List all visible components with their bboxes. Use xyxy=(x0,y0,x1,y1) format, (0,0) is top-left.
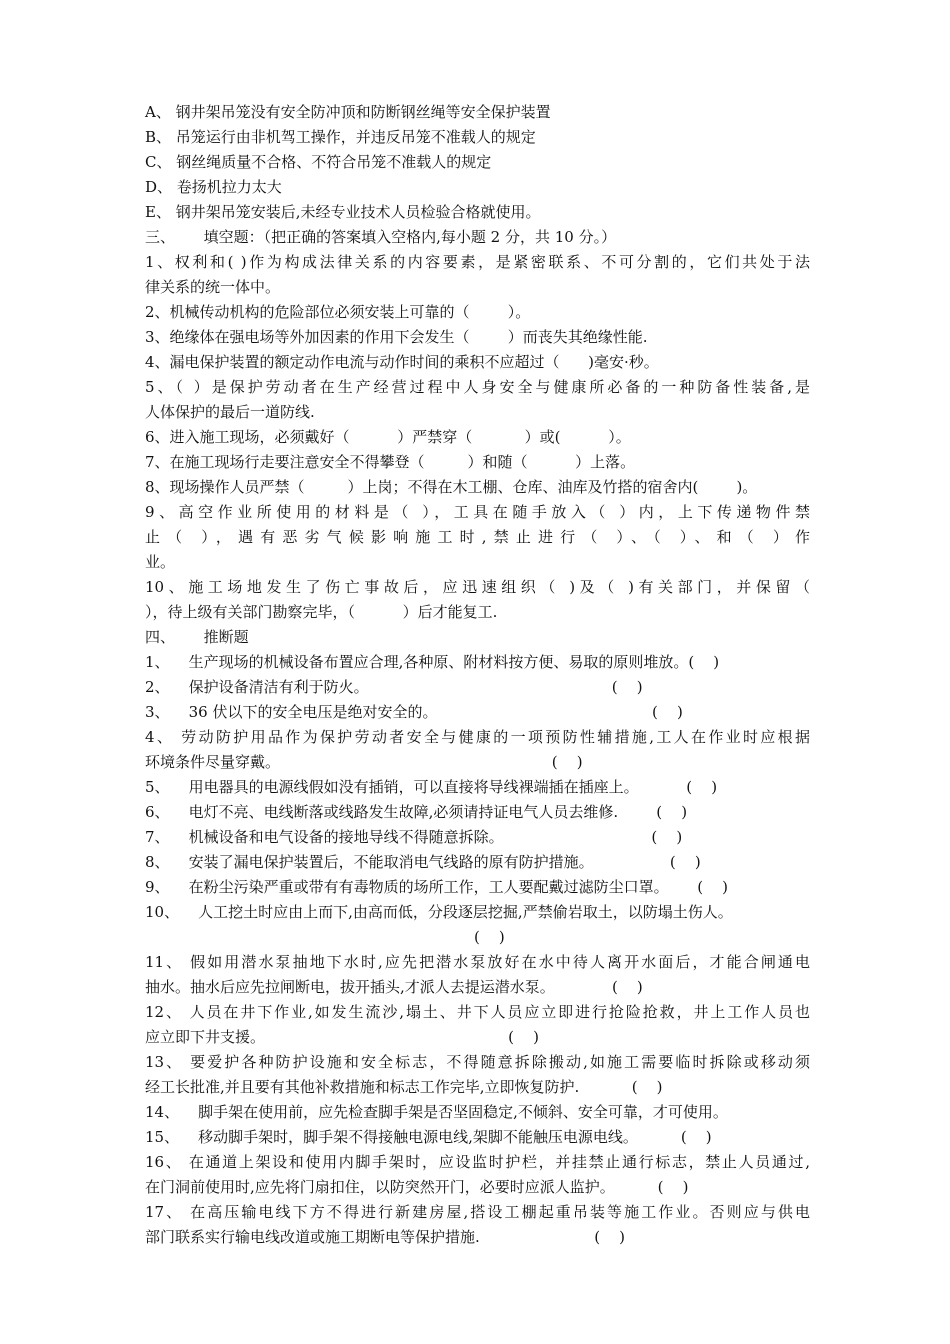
text-line: 10、施工场地发生了伤亡事故后，应迅速组织（ )及（ )有关部门，并保留（ xyxy=(145,578,810,596)
text-line: 1、 生产现场的机械设备布置应合理,各种原、附材料按方便、易取的原则堆放。( ) xyxy=(145,653,720,671)
text-line: 环境条件尽量穿戴。 ( ) xyxy=(145,753,583,771)
text-line: 人体保护的最后一道防线. xyxy=(145,403,315,421)
text-line: C、 钢丝绳质量不合格、不符合吊笼不准载人的规定 xyxy=(145,153,492,171)
text-line: 6、 电灯不亮、电线断落或线路发生故障,必须请持证电气人员去维修. ( ) xyxy=(145,803,688,821)
text-line: 四、 推断题 xyxy=(145,628,249,646)
text-line: 2、机械传动机构的危险部位必须安装上可靠的（ ）。 xyxy=(145,303,531,321)
text-line: 9、高空作业所使用的材料是（ ），工具在随手放入（ ）内，上下传递物件禁 xyxy=(145,503,810,521)
text-line: 2、 保护设备清洁有利于防火。 ( ) xyxy=(145,678,643,696)
text-line: 三、 填空题：（把正确的答案填入空格内,每小题 2 分，共 10 分。） xyxy=(145,228,617,246)
text-line: 16、 在通道上架设和使用内脚手架时，应设监时护栏，并挂禁止通行标志，禁止人员通过, xyxy=(145,1153,810,1171)
text-line: 13、 要爱护各种防护设施和安全标志，不得随意拆除搬动,如施工需要临时拆除或移动须 xyxy=(145,1053,810,1071)
text-line: 10、 人工挖土时应由上而下,由高而低，分段逐层挖掘,严禁偷岩取土，以防塌土伤人。 xyxy=(145,903,733,921)
text-line: 7、 机械设备和电气设备的接地导线不得随意拆除。 ( ) xyxy=(145,828,683,846)
text-line: 9、 在粉尘污染严重或带有有毒物质的场所工作，工人要配戴过滤防尘口罩。 ( ) xyxy=(145,878,729,896)
text-line: 经工长批准,并且要有其他补救措施和标志工作完毕,立即恢复防护. ( ) xyxy=(145,1078,663,1096)
text-line: 止（ ），遇有恶劣气候影响施工时,禁止进行（ ）、（ ）、和（ ）作 xyxy=(145,528,810,546)
text-line: E、 钢井架吊笼安装后,未经专业技术人员检验合格就使用。 xyxy=(145,203,541,221)
text-line: B、 吊笼运行由非机驾工操作，并违反吊笼不准载人的规定 xyxy=(145,128,536,146)
text-line: 5、（ ）是保护劳动者在生产经营过程中人身安全与健康所必备的一种防备性装备,是 xyxy=(145,378,810,396)
text-line: 律关系的统一体中。 xyxy=(145,278,281,296)
text-line: 15、 移动脚手架时，脚手架不得接触电源电线,架脚不能触压电源电线。 ( ) xyxy=(145,1128,712,1146)
text-line: 1、权利和( )作为构成法律关系的内容要素，是紧密联系、不可分割的，它们共处于法 xyxy=(145,253,810,271)
text-line: D、 卷扬机拉力太大 xyxy=(145,178,282,196)
text-line: 3、 36 伏以下的安全电压是绝对安全的。 ( ) xyxy=(145,703,683,721)
text-line: 抽水。抽水后应先拉闸断电，拔开插头,才派人去提运潜水泵。 ( ) xyxy=(145,978,643,996)
text-line: ( ) xyxy=(145,928,505,946)
text-line: 4、漏电保护装置的额定动作电流与动作时间的乘积不应超过（ )毫安·秒。 xyxy=(145,353,659,371)
text-line: 7、在施工现场行走要注意安全不得攀登（ ）和随（ ）上落。 xyxy=(145,453,636,471)
text-line: A、 钢井架吊笼没有安全防冲顶和防断钢丝绳等安全保护装置 xyxy=(145,103,551,121)
text-line: 部门联系实行输电线改道或施工期断电等保护措施. ( ) xyxy=(145,1228,625,1246)
text-line: 6、进入施工现场，必须戴好（ ）严禁穿（ ）或( ）。 xyxy=(145,428,631,446)
text-line: 4、 劳动防护用品作为保护劳动者安全与健康的一项预防性辅措施,工人在作业时应根据 xyxy=(145,728,810,746)
text-line: 8、 安装了漏电保护装置后，不能取消电气线路的原有防护措施。 ( ) xyxy=(145,853,701,871)
text-line: 3、绝缘体在强电场等外加因素的作用下会发生（ ）而丧失其绝缘性能. xyxy=(145,328,648,346)
text-line: 14、 脚手架在使用前，应先检查脚手架是否坚固稳定,不倾斜、安全可靠，才可使用。 xyxy=(145,1103,728,1121)
text-line: 业。 xyxy=(145,553,176,571)
text-line: 12、 人员在井下作业,如发生流沙,塌土、井下人员应立即进行抢险抢救，井上工作人员也 xyxy=(145,1003,810,1021)
text-line: 8、现场操作人员严禁（ ）上岗；不得在木工棚、仓库、油库及竹搭的宿舍内( )。 xyxy=(145,478,758,496)
text-line: ），待上级有关部门勘察完毕，（ ）后才能复工. xyxy=(145,603,498,621)
text-line: 17、 在高压输电线下方不得进行新建房屋,搭设工棚起重吊装等施工作业。否则应与供电 xyxy=(145,1203,810,1221)
text-line: 应立即下井支援。 ( ) xyxy=(145,1028,539,1046)
text-line: 11、 假如用潜水泵抽地下水时,应先把潜水泵放好在水中待人离开水面后，才能合闸通电 xyxy=(145,953,810,971)
text-line: 5、 用电器具的电源线假如没有插销，可以直接将导线裸端插在插座上。 ( ) xyxy=(145,778,718,796)
text-line: 在门洞前使用时,应先将门扇扣住，以防突然开门，必要时应派人监护。 ( ) xyxy=(145,1178,689,1196)
